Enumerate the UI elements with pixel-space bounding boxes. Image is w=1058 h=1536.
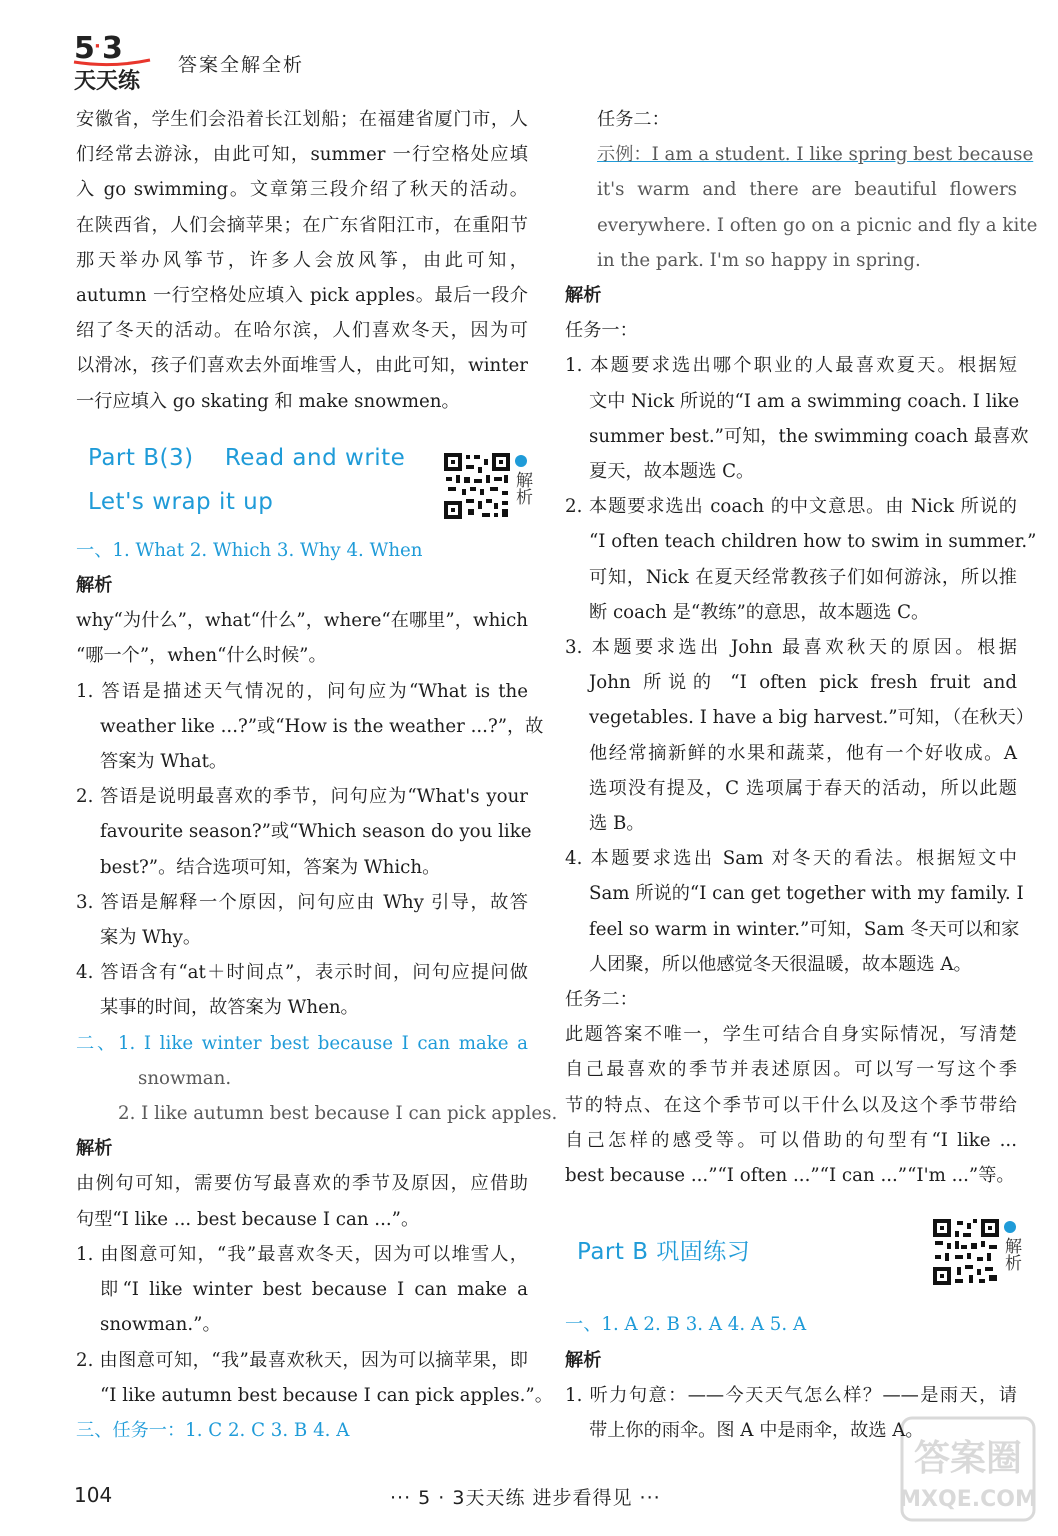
list-item: 选 B。 — [589, 813, 645, 835]
text-line: 那天举办风筝节，许多人会放风筝，由此可知， — [76, 249, 528, 271]
text-line: 节的特点、在这个季节可以干什么以及这个季节带给 — [565, 1094, 1017, 1116]
svg-text:3: 3 — [102, 31, 123, 66]
answer-line-2c: 2. I like autumn best because I can pick apples. — [118, 1103, 558, 1125]
text-line: 以滑冰，孩子们喜欢去外面堆雪人，由此可知，winter — [76, 355, 528, 377]
list-item: 1. 由图意可知，“我”最喜欢冬天，因为可以堆雪人， — [76, 1243, 528, 1265]
svg-text:·: · — [94, 36, 101, 57]
example-line: everywhere. I often go on a picnic and fly a kite — [597, 214, 1038, 236]
list-item: 答案为 What。 — [100, 751, 228, 773]
answer-line-1: 一、1. What 2. Which 3. Why 4. When — [76, 539, 423, 561]
task-label: 任务一： — [565, 320, 638, 342]
qr-code-icon[interactable] — [931, 1217, 1001, 1292]
text-line: 由例句可知，需要仿写最喜欢的季节及原因，应借助 — [76, 1173, 528, 1195]
list-item: 选项没有提及，C 选项属于春天的活动，所以此题 — [589, 777, 1017, 799]
analysis-label: 解析 — [565, 1349, 602, 1371]
list-item: 断 coach 是“教练”的意思，故本题选 C。 — [589, 601, 930, 623]
text-line: best because ...”“I often ...”“I can ...”“I'm ...”等。 — [565, 1165, 1015, 1187]
answer-line-pb: 一、1. A 2. B 3. A 4. A 5. A — [565, 1314, 807, 1336]
list-item: 即“I like winter best because I can make a — [100, 1279, 528, 1301]
text-line: 在陕西省，人们会摘苹果；在广东省阳江市，在重阳节 — [76, 214, 528, 236]
list-item: 4. 本题要求选出 Sam 对冬天的看法。根据短文中 — [565, 848, 1017, 870]
section-subtitle: Let's wrap it up — [88, 488, 274, 515]
list-item: 2. 本题要求选出 coach 的中文意思。由 Nick 所说的 — [565, 496, 1017, 518]
text-line: 自己怎样的感受等。可以借助的句型有“I like ... — [565, 1129, 1017, 1151]
list-item: summer best.”可知，the swimming coach 最喜欢 — [589, 425, 1029, 447]
text-line: 自己最喜欢的季节并表述原因。可以写一写这个季 — [565, 1059, 1017, 1081]
section-heading-partb3 — [76, 419, 532, 527]
analysis-label: 解析 — [565, 285, 602, 307]
answer-line-2: 二、1. I like winter best because I can make a — [76, 1032, 528, 1054]
list-item: 2. 答语是说明最喜欢的季节，问句应为“What's your — [76, 786, 528, 808]
answer-line-2b: snowman. — [138, 1067, 232, 1089]
text-line: why“为什么”，what“什么”，where“在哪里”，which — [76, 610, 528, 632]
list-item: favourite season?”或“Which season do you like — [100, 821, 532, 843]
list-item: 3. 本题要求选出 John 最喜欢秋天的原因。根据 — [565, 637, 1017, 659]
footer-slogan: ··· 5 · 3天天练 进步看得见 ··· — [390, 1487, 661, 1509]
qr-code-icon[interactable] — [442, 451, 512, 526]
example-line: 示例：I am a student. I like spring best because — [597, 144, 1034, 166]
example-line: in the park. I'm so happy in spring. — [597, 249, 921, 271]
text-line: 句型“I like ... best because I can ...”。 — [76, 1208, 420, 1230]
task-label: 任务二： — [597, 109, 670, 130]
qr-label: 解析 — [1001, 1237, 1021, 1272]
page-number: 104 — [74, 1483, 113, 1507]
list-item: 1. 本题要求选出哪个职业的人最喜欢夏天。根据短 — [565, 355, 1017, 377]
right-column — [565, 102, 1038, 1448]
list-item: 1. 听力句意：——今天天气怎么样？——是雨天，请 — [565, 1384, 1017, 1406]
section-heading-partb — [565, 1193, 1021, 1301]
list-item: 夏天，故本题选 C。 — [589, 461, 755, 483]
list-item: 带上你的雨伞。图 A 中是雨伞，故选 A。 — [589, 1419, 924, 1441]
list-item: vegetables. I have a big harvest.”可知，（在秋天） — [589, 707, 1034, 729]
analysis-label: 解析 — [76, 575, 113, 597]
qr-label: 解析 — [512, 470, 532, 505]
text-line: 绍了冬天的活动。在哈尔滨，人们喜欢冬天，因为可 — [76, 320, 528, 342]
section-title: Part B 巩固练习 — [577, 1239, 751, 1266]
text-line: 此题答案不唯一，学生可结合自身实际情况，写清楚 — [565, 1024, 1017, 1046]
list-item: “I like autumn best because I can pick apples.”。 — [100, 1384, 553, 1406]
text-line: autumn 一行空格处应填入 pick apples。最后一段介 — [76, 285, 528, 307]
watermark-text: 答案圈 — [913, 1438, 1023, 1479]
svg-text:天天练: 天天练 — [74, 69, 141, 92]
list-item: 1. 答语是描述天气情况的，问句应为“What is the — [76, 680, 528, 702]
brand-logo — [72, 28, 152, 92]
answer-line-3: 三、任务一：1. C 2. C 3. B 4. A — [76, 1419, 350, 1441]
header-title: 答案全解全析 — [178, 54, 305, 76]
list-item: 文中 Nick 所说的“I am a swimming coach. I like — [589, 390, 1020, 412]
list-item: 某事的时间，故答案为 When。 — [100, 997, 359, 1019]
task-label: 任务二： — [565, 989, 638, 1011]
watermark-logo — [898, 1414, 1038, 1524]
list-item: 可知，Nick 在夏天经常教孩子们如何游泳，所以推 — [589, 566, 1017, 588]
text-line: 入 go swimming。文章第三段介绍了秋天的活动。 — [76, 179, 528, 201]
list-item: 人团聚，所以他感觉冬天很温暖，故本题选 A。 — [589, 953, 972, 975]
analysis-label: 解析 — [76, 1138, 113, 1160]
list-item: 3. 答语是解释一个原因，问句应由 Why 引导，故答 — [76, 891, 528, 913]
left-column — [76, 102, 558, 1448]
list-item: snowman.”。 — [100, 1314, 221, 1336]
svg-text:5: 5 — [74, 31, 95, 66]
list-item: best?”。结合选项可知，答案为 Which。 — [100, 856, 441, 878]
play-icon — [515, 455, 527, 467]
example-line: it's warm and there are beautiful flowers — [597, 179, 1017, 201]
text-line: “哪一个”，when“什么时候”。 — [76, 645, 327, 667]
section-title: Part B(3) Read and write — [88, 444, 406, 471]
list-item: 案为 Why。 — [100, 927, 202, 949]
list-item: John 所说的 “I often pick fresh fruit and — [589, 672, 1017, 694]
text-line: 们经常去游泳，由此可知，summer 一行空格处应填 — [76, 144, 528, 166]
watermark-url: MXQE.COM — [899, 1487, 1037, 1512]
text-line: 安徽省，学生们会沿着长江划船；在福建省厦门市，人 — [76, 109, 528, 130]
list-item: 2. 由图意可知，“我”最喜欢秋天，因为可以摘苹果，即 — [76, 1349, 528, 1371]
play-icon — [1004, 1221, 1016, 1233]
list-item: weather like ...?”或“How is the weather ...?”，故 — [100, 715, 544, 737]
list-item: 他经常摘新鲜的水果和蔬菜，他有一个好收成。A — [589, 742, 1017, 764]
list-item: feel so warm in winter.”可知，Sam 冬天可以和家 — [589, 918, 1020, 940]
list-item: “I often teach children how to swim in summer.” — [589, 531, 1037, 553]
text-line: 一行应填入 go skating 和 make snowmen。 — [76, 390, 460, 412]
intro-paragraph — [76, 102, 528, 419]
list-item: 4. 答语含有“at＋时间点”，表示时间，问句应提问做 — [76, 962, 528, 984]
list-item: Sam 所说的“I can get together with my family. I — [589, 883, 1024, 905]
